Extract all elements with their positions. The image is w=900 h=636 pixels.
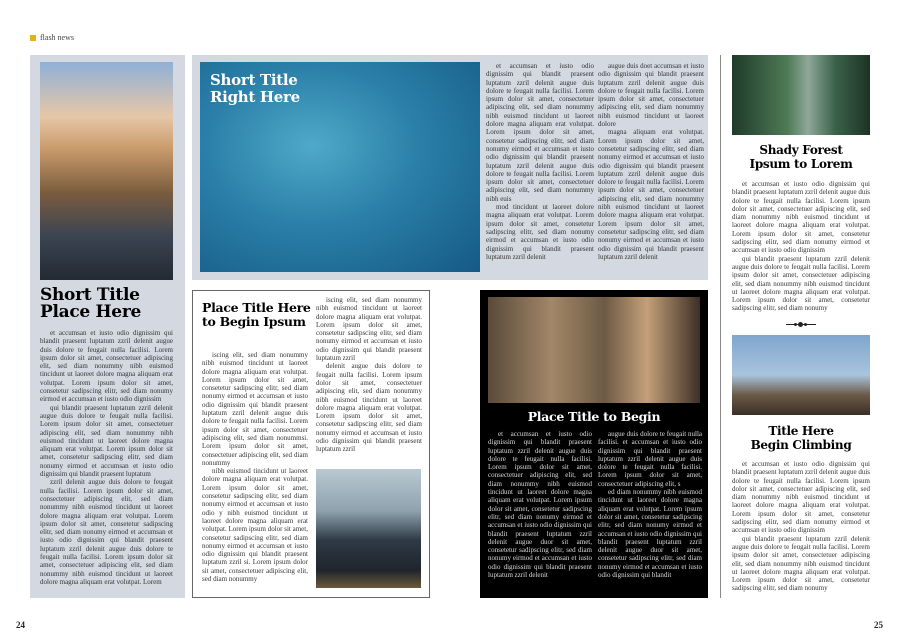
title-line: Short Title [40, 285, 140, 305]
paragraph: nibh euismod tincidunt ut laoreet dolore magna aliquam erat volutpat. Lorem ipsum dolor sit amet, consetetur sadipscing elitr, sed diam nonumy eirmod et accumsan et iusto odio y nibh euismod tincidunt ut laoreet dolore magna aliquam erat volutpat. Lorem ipsum dolor sit amet, consetetur sadipscing elitr, sed diam nonumy eirmod et accumsan et iusto odio dignissim qui blandit praesent luptatum zzril si. Lorem ipsum dolor sit amet, consectetuer adipiscing elit, sed diam nonummy [202, 467, 308, 584]
paragraph: iscing elit, sed diam nonummy nibh euismod tincidunt ut laoreet dolore magna aliquam erat volutpat. Lorem ipsum dolor sit amet, consetetur sadipscing elitr, sed diam nonumy eirmod et accumsan et iusto odio dignissim qui blandit praesent luptatum zzril [316, 296, 422, 363]
title-line: Short Title [210, 71, 298, 89]
paragraph: qui blandit praesent luptatum zzril delenit augue duis dolore te feugait nulla facilisi. Lorem ipsum dolor sit amet, consectetuer adipiscing elit, sed diam nonummy nibh euismod tincidunt ut laoreet dolore magna aliquam erat volutpat. Lorem ipsum dolor sit amet, consetetur sadipscing elitr, sed diam nonumy eirmod et accumsan et iusto odio dignissim qui blandit praesent luptatum [40, 403, 173, 479]
paragraph: augue duis dolore te feugait nulla facilisi. et accumsan et iusto odio dignissim qui blandit praesent luptatum zzril delenit augue duis dolore te feugait nulla facilisi. Lorem ipsum dolor sit amet, consectetuer adipiscing elit, s [598, 430, 702, 488]
article-body [40, 329, 173, 587]
paragraph: et accumsan et iusto odio dignissim qui blandit praesent luptatum zzril delenit augue duis dolore te feugait nulla facilisi. Lorem ipsum dolor sit amet, consectetuer adipiscing elit, sed diam nonummy nibh euismod tincidunt ut laoreet dolore magna aliquam erat volutpat. Lorem ipsum dolor sit amet, consetetur sadipscing elitr, sed diam nonumy eirmod et accumsan et iusto odio dignissim [40, 329, 173, 404]
harbor-photo [40, 62, 173, 280]
climbing-photo [732, 335, 870, 415]
title-line: Place Here [40, 302, 141, 322]
paragraph: qui blandit praesent luptatum zzril delenit augue duis dolore te feugait nulla facilisi. Lorem ipsum dolor sit amet, consectetuer adipiscing elit, sed diam nonummy nibh euismod tincidunt ut laoreet dolore magna aliquam erat volutpat. Lorem ipsum dolor sit amet, consetetur sadipscing elitr, sed diam nonumy [732, 534, 870, 593]
left-panel [30, 55, 185, 598]
paragraph: qui blandit praesent luptatum zzril delenit augue duis dolore te feugait nulla facilisi. Lorem ipsum dolor sit amet, consectetuer adipiscing elit, sed diam nonummy nibh euismod tincidunt ut laoreet dolore magna aliquam erat volutpat. Lorem ipsum dolor sit amet, consetetur sadipscing elitr, sed diam nonumy [732, 254, 870, 313]
photo-title [210, 72, 300, 106]
title-line: Shady Forest [759, 143, 843, 157]
title-line: to Begin Ipsum [202, 314, 306, 329]
paragraph: iscing elit, sed diam nonummy nibh euismod tincidunt ut laoreet dolore magna aliquam erat volutpat. Lorem ipsum dolor sit amet, consetetur sadipscing elitr, sed diam nonumy eirmod et accumsan et iusto odio dignissim qui blandit praesent luptatum zzril delenit augue duis dolore te feugait nulla facilisi. Lorem ipsum dolor sit amet, consectetuer adipiscing elit, sed diam nonummsi. Lorem ipsum dolor sit amet, consectetuer adipiscing elit, sed diam nonummy [202, 351, 308, 467]
fish-panel [192, 55, 708, 280]
market-photo [488, 297, 700, 403]
page-number-right: 25 [874, 620, 883, 630]
article-column [598, 62, 704, 272]
article-body [732, 180, 870, 315]
paragraph: mod tincidunt ut laoreet dolore magna aliquam erat volutpat. Lorem ipsum dolor sit amet, consetetur sadipscing elitr, sed diam nonumy eirmod et accumsan et iusto odio dignissim qui blandit praesent luptatum zzril delenit [486, 203, 594, 261]
paragraph: et accumsan et iusto odio dignissim qui blandit praesent luptatum zzril delenit augue duis dolore te feugait nulla facilisi. Lorem ipsum dolor sit amet, consectetuer adipiscing elit, sed diam nonummy nibh euismod tincidunt ut laoreet dolore magna aliquam erat volutpat. Lorem ipsum dolor sit amet, consetetur sadipscing elitr, sed diam nonumy eirmod et accumsan et iusto odio dignissim [732, 460, 870, 535]
forest-photo [732, 55, 870, 135]
column-divider [720, 55, 721, 598]
article-title [732, 143, 870, 171]
paragraph: zzril delenit augue duis dolore te feugait nulla facilisi. Lorem ipsum dolor sit amet, consectetuer adipiscing elit, sed diam nonummy nibh euismod tincidunt ut laoreet dolore magna aliquam erat volutpat. Lorem ipsum dolor sit amet, consetetur sadipscing elitr, sed diam nonumy eirmod et accumsan et iusto odio dignissim qui blandit praesent luptatum zzril delenit augue duis dolore te feugait nulla facilisi. Lorem ipsum dolor sit amet, consectetuer adipiscing elit, sed diam nonummy nibh euismod tincidunt ut laoreet dolore magna aliquam erat volutpat. Lorem [40, 478, 173, 586]
city-skyline-photo [316, 469, 421, 588]
article-title [40, 287, 141, 321]
article-column [316, 296, 422, 456]
article-title [202, 301, 311, 329]
section-label: flash news [40, 33, 74, 42]
paragraph: delenit augue duis dolore te feugait nulla facilisi. Lorem ipsum dolor sit amet, consectetuer adipiscing elit, sed diam nonummy nibh euismod tincidunt ut laoreet dolore magna aliquam erat volutpat. Lorem ipsum dolor sit amet, consetetur sadipscing elitr, sed diam nonumy eirmod et accumsan et iusto odio dignissim qui blandit praesent luptatum zzril [316, 362, 422, 454]
article-title [732, 424, 870, 452]
paragraph: magna aliquam erat volutpat. Lorem ipsum dolor sit amet, consetetur sadipscing elitr, sed diam nonumy eirmod et accumsan et iusto odio dignissim qui blandit praesent luptatum zzril delenit augue duis dolore te feugait nulla facilisi. Lorem ipsum dolor sit amet, consectetuer adipiscing elit, sed diam nonummy nibh euismod tincidunt ut laoreet dolore magna aliquam erat volutpat. Lorem ipsum dolor sit amet, consetetur sadipscing elitr, sed diam nonumy eirmod et accumsan et iusto odio dignissim qui blandit praesent luptatum zzril delenit [598, 128, 704, 261]
title-line: Place Title Here [202, 300, 311, 315]
title-line: Begin Climbing [750, 438, 852, 452]
boxed-article [192, 290, 430, 598]
paragraph: ed diam nonummy nibh euismod tincidunt ut laoreet dolore magna aliquam erat volutpat. Lorem ipsum dolor sit amet, consetetur sadipscing elitr, sed diam nonumy eirmod et accumsan et iusto odio dignissim qui blandit praesent luptatum zzril delenit augue duor sit amet, consetetur sadipscing elitr, sed diam nonumy eirmod et accumsan et iusto odio dignissim qui blandit [598, 488, 702, 580]
article-column [486, 62, 594, 272]
title-line: Title Here [768, 424, 834, 438]
black-article [480, 290, 708, 598]
article-column [488, 430, 592, 590]
article-title: Place Title to Begin [527, 409, 661, 424]
article-body [732, 460, 870, 595]
section-marker-icon [30, 35, 36, 41]
ornament-divider-icon [786, 322, 816, 326]
paragraph: et accumsan et iusto odio dignissim qui blandit praesent luptatum zzril delenit augue duis dolore te feugait nulla facilisi. Lorem ipsum dolor sit amet, consectetuer adipiscing elit, sed diam nonummy nibh euismod tincidunt ut laoreet dolore magna aliquam erat volutpat. Lorem ipsum dolor sit amet, consetetur sadipscing elitr, sed diam nonumy eirmod et accumsan et iusto odio dignissim qui blandit praesent luptatum zzril delenit augue duis dolore te feugait nulla facilisi. Lorem ipsum dolor sit amet, consectetuer adipiscing elit, sed diam nonummy nibh euis [486, 62, 594, 203]
title-line: Ipsum to Lorem [749, 157, 853, 171]
diver-fish-photo [200, 62, 480, 272]
paragraph: augue duis doet accumsan et iusto odio dignissim qui blandit praesent luptatum zzril delenit augue duis dolore te feugait nulla facilisi. Lorem ipsum dolor sit amet, consectetuer adipiscing elit, sed diam nonummy nibh euismod tincidunt ut laoreet dolore [598, 62, 704, 129]
article-column [202, 351, 308, 591]
page-number-left: 24 [16, 620, 25, 630]
paragraph: et accumsan et iusto odio dignissim qui blandit praesent luptatum zzril delenit augue duis dolore te feugait nulla facilisi. Lorem ipsum dolor sit amet, consectetuer adipiscing elit, sed diam nonummy nibh euismod tincidunt ut laoreet dolore magna aliquam erat volutpat. Lorem ipsum dolor sit amet, consetetur sadipscing elitr, sed diam nonumy eirmod et accumsan et iusto odio dignissim [732, 180, 870, 255]
paragraph: et accumsan et iusto odio dignissim qui blandit praesent luptatum zzril delenit augue duis dolore te feugait nulla facilisi. Lorem ipsum dolor sit amet, consectetuer adipiscing elit, sed diam nonummy nibh euismod tincidunt ut laoreet dolore magna aliquam erat volutpat. Lorem ipsum dolor sit amet, consetetur sadipscing elitr, sed diam nonumy eirmod et accumsan et iusto odio dignissim qui blandit praesent luptatum zzril delenit augue duor sit amet, consetetur sadipscing elitr, sed diam nonumy eirmod et accumsan et iusto odio dignissim qui blandit praesent luptatum zzril delenit [488, 430, 592, 580]
article-column [598, 430, 702, 590]
title-line: Right Here [210, 88, 300, 106]
